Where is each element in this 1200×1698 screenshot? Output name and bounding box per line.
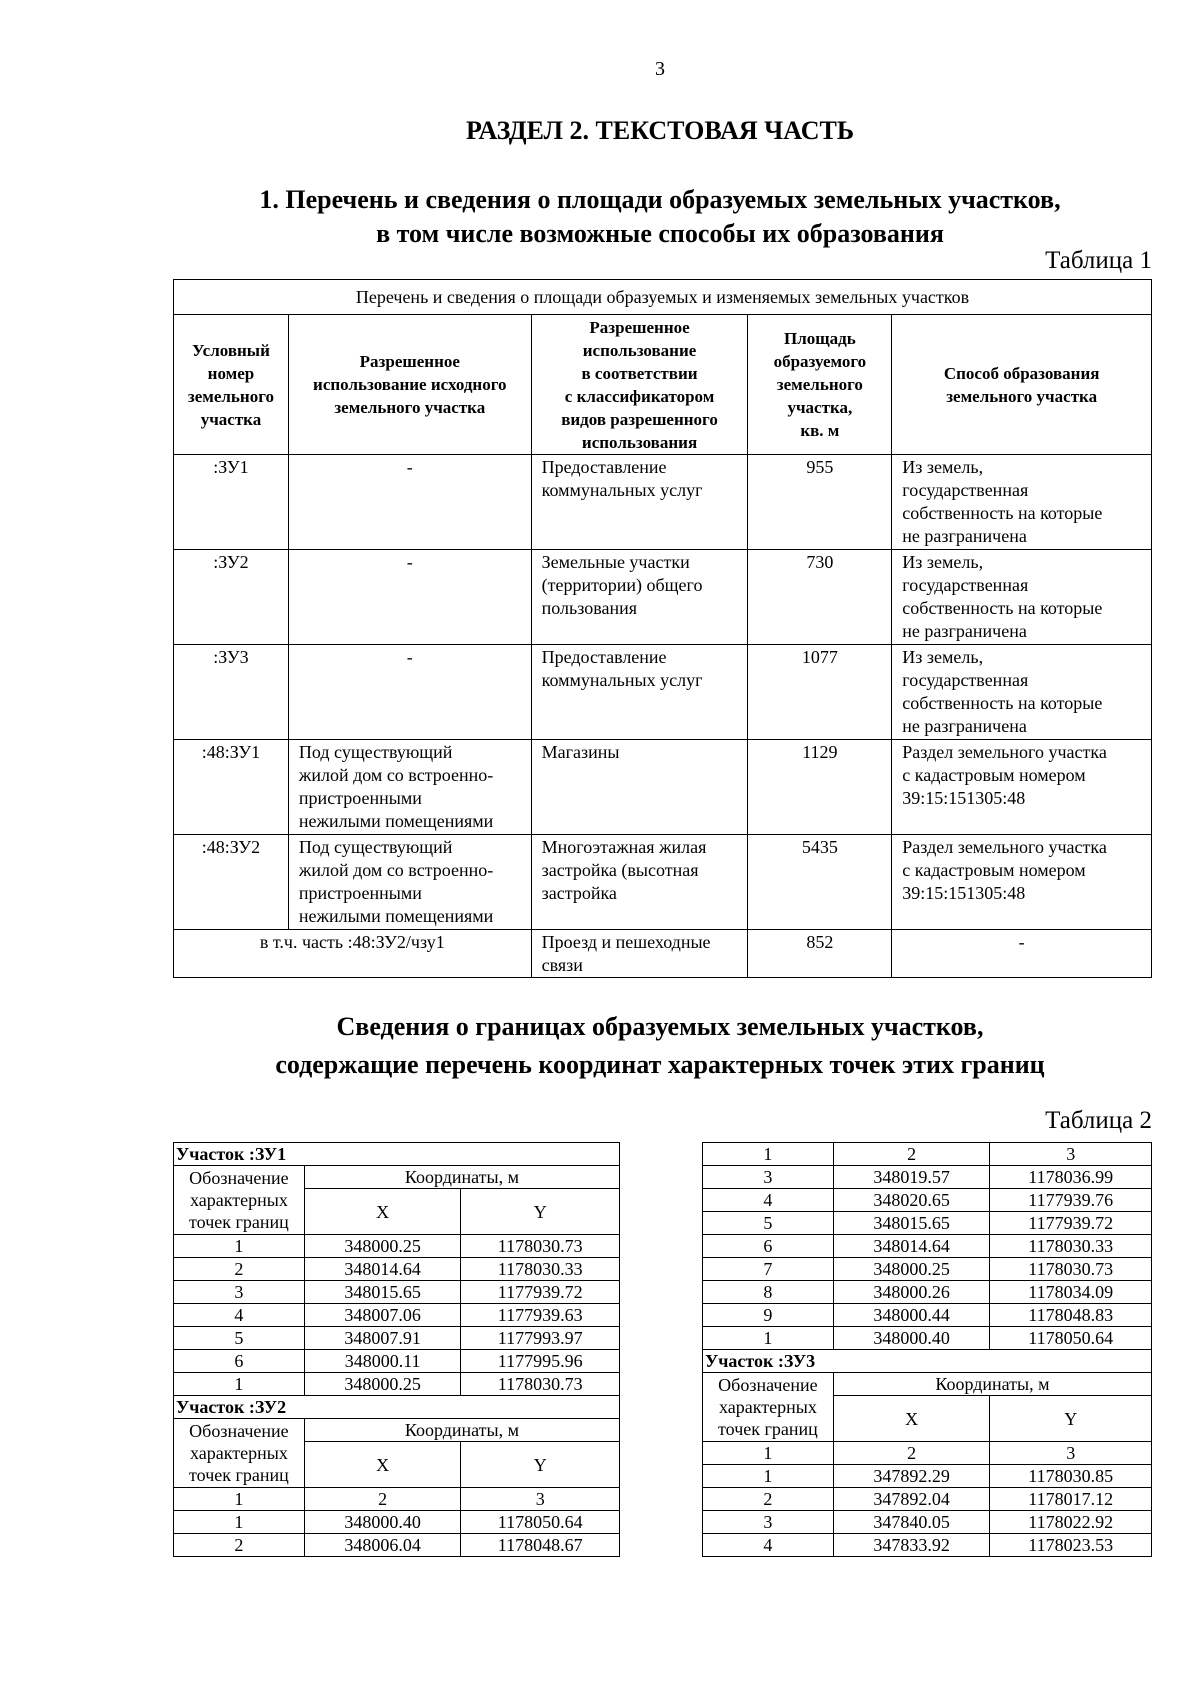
cell-line: Из земель, [902,457,984,477]
cell-original-use [288,455,531,550]
cell-line: собственность на которые [902,598,1103,618]
cell-formation-method [892,550,1152,645]
cell-line: участка, [787,398,853,417]
table-row [174,740,1152,835]
cell-line: Способ образования [943,363,1100,383]
cell-line: жилой дом со встроенно- [298,765,494,785]
cell-line: Предоставление [541,457,667,477]
cell-permitted-use [531,930,748,978]
table-2-caption: Таблица 2 [1045,1107,1152,1134]
y-header: Y [461,1189,620,1235]
table-1-title: Перечень и сведения о площади образуемых и изменяемых земельных участков [174,280,1152,315]
y-coordinate-cell: 1178048.83 [990,1304,1152,1327]
cell-parcel-number: :ЗУ1 [174,455,289,550]
cell-line: не разграничена [902,621,1027,641]
cell-permitted-use [531,835,748,930]
y-coordinate-cell: 1177939.72 [990,1212,1152,1235]
cell-line: не разграничена [902,716,1027,736]
cell-line: Под существующий [298,837,453,857]
cell-line: точек границ [189,1465,289,1485]
cell-line: образуемого [773,352,867,371]
point-number-cell: 4 [703,1534,834,1557]
y-coordinate-cell: 1178050.64 [990,1327,1152,1350]
y-coordinate-cell: 1178030.33 [990,1235,1152,1258]
point-number-cell: 1 [703,1327,834,1350]
parcel-zu1-title: Участок :ЗУ1 [174,1143,620,1166]
cell-parcel-number: :48:ЗУ2 [174,835,289,930]
point-number-cell: 7 [703,1258,834,1281]
coordinates-header: Координаты, м [833,1373,1151,1396]
point-number-cell: 3 [703,1511,834,1534]
subheading-1-line-1: 1. Перечень и сведения о площади образуемых земельных участков, [259,185,1061,214]
cell-line: с кадастровым номером [902,860,1086,880]
cell-permitted-use [531,455,748,550]
cell-original-use [288,835,531,930]
coordinate-row [703,1281,1152,1304]
cell-line: нежилыми помещениями [298,811,494,831]
coordinate-row [174,1511,620,1534]
page-number: 3 [655,58,665,80]
cell-line: земельного [776,375,863,394]
cell-line: земельного участка [946,386,1098,406]
cell-line: собственность на которые [902,693,1103,713]
y-coordinate-cell: 1177995.96 [461,1350,620,1373]
coordinate-row [174,1534,620,1557]
header-formation-method [892,315,1152,455]
x-header: X [833,1396,990,1442]
y-coordinate-cell: 1177993.97 [461,1327,620,1350]
subheading-2-line-2: содержащие перечень координат характерных точек этих границ [275,1050,1045,1079]
index-cell: 2 [304,1488,461,1511]
coordinates-table-left [173,1142,620,1557]
index-cell: 2 [833,1442,990,1465]
cell-line: с классификатором [564,386,715,406]
cell-line: участка [200,409,262,429]
point-number-cell: 4 [703,1189,834,1212]
cell-area: 1077 [748,645,892,740]
point-number-cell: 2 [703,1488,834,1511]
y-coordinate-cell: 1178023.53 [990,1534,1152,1557]
cell-formation-method [892,835,1152,930]
cell-line: характерных [189,1190,288,1210]
cell-line: с кадастровым номером [902,765,1086,785]
point-number-cell: 5 [174,1327,305,1350]
y-coordinate-cell: 1178017.12 [990,1488,1152,1511]
cell-original-use [288,645,531,740]
point-number-cell: 1 [174,1235,305,1258]
coordinate-row [703,1258,1152,1281]
cell-permitted-use [531,645,748,740]
table-1 [173,279,1152,978]
cell-line: точек границ [718,1419,818,1439]
cell-line: застройка [541,883,617,903]
cell-line: характерных [718,1397,817,1417]
point-number-cell: 1 [174,1373,305,1396]
coordinate-row [703,1166,1152,1189]
table-row [174,455,1152,550]
point-number-cell: 9 [703,1304,834,1327]
cell-area: 955 [748,455,892,550]
y-coordinate-cell: 1178030.73 [990,1258,1152,1281]
coordinate-row [174,1350,620,1373]
y-header: Y [461,1442,620,1488]
y-coordinate-cell: 1178034.09 [990,1281,1152,1304]
x-coordinate-cell: 347840.05 [833,1511,990,1534]
cell-area: 5435 [748,835,892,930]
cell-line: в соответствии [581,363,698,383]
point-number-cell: 8 [703,1281,834,1304]
coordinate-row [703,1212,1152,1235]
cell-parcel-number: :48:ЗУ1 [174,740,289,835]
cell-line: пристроенными [298,883,422,903]
cell-area: 730 [748,550,892,645]
cell-formation-method: - [892,930,1152,978]
header-area [748,315,892,455]
y-coordinate-cell: 1177939.76 [990,1189,1152,1212]
y-coordinate-cell: 1178030.85 [990,1465,1152,1488]
header-parcel-number [174,315,289,455]
cell-line: 39:15:151305:48 [902,883,1026,903]
y-coordinate-cell: 1178050.64 [461,1511,620,1534]
cell-line: кв. м [800,421,840,440]
index-row [703,1442,1152,1465]
point-number-cell: 3 [174,1281,305,1304]
cell-line: Многоэтажная жилая [541,837,707,857]
point-number-cell: 3 [703,1166,834,1189]
x-coordinate-cell: 348000.44 [833,1304,990,1327]
cell-area: 852 [748,930,892,978]
y-coordinate-cell: 1178048.67 [461,1534,620,1557]
cell-line: Обозначение [189,1168,289,1188]
cell-line: Проезд и пешеходные [541,932,711,952]
coordinate-row [703,1327,1152,1350]
y-coordinate-cell: 1178036.99 [990,1166,1152,1189]
cell-line: Условный [192,340,270,360]
index-cell: 3 [461,1488,620,1511]
index-cell: 1 [703,1442,834,1465]
x-coordinate-cell: 347833.92 [833,1534,990,1557]
x-coordinate-cell: 348000.25 [304,1373,461,1396]
cell-line: пристроенными [298,788,422,808]
coordinate-row [703,1488,1152,1511]
cell-line: Разрешенное [359,352,460,371]
x-coordinate-cell: 348000.11 [304,1350,461,1373]
point-number-cell: 2 [174,1534,305,1557]
x-header: X [304,1189,461,1235]
coordinates-header: Координаты, м [304,1419,619,1442]
x-coordinate-cell: 348020.65 [833,1189,990,1212]
index-cell: 1 [174,1488,305,1511]
table-row-part [174,930,1152,978]
index-cell: 1 [703,1143,834,1166]
cell-line: Раздел земельного участка [902,837,1107,857]
coordinate-row [174,1304,620,1327]
coordinate-row [174,1258,620,1281]
cell-line: Обозначение [189,1421,289,1441]
cell-line: земельного участка [334,398,486,417]
cell-line: Из земель, [902,552,984,572]
cell-line: не разграничена [902,526,1027,546]
x-coordinate-cell: 348007.06 [304,1304,461,1327]
y-header: Y [990,1396,1152,1442]
cell-original-use [288,740,531,835]
point-number-cell: 5 [703,1212,834,1235]
cell-line: видов разрешенного [561,409,718,429]
x-coordinate-cell: 348000.25 [304,1235,461,1258]
index-row [703,1143,1152,1166]
parcel-zu2-title: Участок :ЗУ2 [174,1396,620,1419]
x-coordinate-cell: 348006.04 [304,1534,461,1557]
cell-line: застройка (высотная [541,860,699,880]
cell-line: Площадь [784,329,856,348]
coordinate-row [174,1281,620,1304]
cell-line: жилой дом со встроенно- [298,860,494,880]
cell-line: (территории) общего [541,575,703,595]
cell-permitted-use [531,550,748,645]
cell-line: коммунальных услуг [541,480,703,500]
cell-line: Из земель, [902,647,984,667]
x-coordinate-cell: 348014.64 [833,1235,990,1258]
index-cell: 2 [833,1143,990,1166]
cell-permitted-use [531,740,748,835]
y-coordinate-cell: 1178030.73 [461,1235,620,1258]
x-coordinate-cell: 347892.04 [833,1488,990,1511]
point-number-cell: 6 [703,1235,834,1258]
subheading-1-line-2: в том числе возможные способы их образования [376,219,944,248]
section-heading: РАЗДЕЛ 2. ТЕКСТОВАЯ ЧАСТЬ [465,116,855,145]
point-designation-header [703,1373,834,1442]
x-header: X [304,1442,461,1488]
cell-formation-method [892,740,1152,835]
cell-line: точек границ [189,1212,289,1232]
cell-line: использование исходного [313,375,507,394]
index-cell: 3 [990,1143,1152,1166]
cell-line: Обозначение [718,1375,818,1395]
coordinate-row [174,1373,620,1396]
cell-line: Раздел земельного участка [902,742,1107,762]
cell-line: - [406,552,413,572]
cell-line: государственная [902,670,1029,690]
index-row [174,1488,620,1511]
table-1-caption: Таблица 1 [1045,247,1152,274]
cell-line: - [406,647,413,667]
y-coordinate-cell: 1177939.63 [461,1304,620,1327]
y-coordinate-cell: 1177939.72 [461,1281,620,1304]
coordinate-row [174,1327,620,1350]
x-coordinate-cell: 348019.57 [833,1166,990,1189]
table-row [174,550,1152,645]
subheading-2 [170,1008,1150,1084]
cell-line: номер [207,363,255,383]
point-number-cell: 4 [174,1304,305,1327]
cell-line: 39:15:151305:48 [902,788,1026,808]
index-cell: 3 [990,1442,1152,1465]
cell-line: Земельные участки [541,552,690,572]
x-coordinate-cell: 347892.29 [833,1465,990,1488]
point-designation-header [174,1166,305,1235]
coordinate-row [703,1235,1152,1258]
table-row [174,835,1152,930]
cell-line: использование [582,340,697,360]
parcel-zu3-title: Участок :ЗУ3 [703,1350,1152,1373]
cell-line: государственная [902,575,1029,595]
point-number-cell: 2 [174,1258,305,1281]
cell-formation-method [892,455,1152,550]
y-coordinate-cell: 1178030.33 [461,1258,620,1281]
subheading-2-line-1: Сведения о границах образуемых земельных участков, [336,1012,984,1041]
cell-line: - [406,457,413,477]
cell-area: 1129 [748,740,892,835]
header-original-use [288,315,531,455]
cell-line: характерных [189,1443,288,1463]
x-coordinate-cell: 348000.26 [833,1281,990,1304]
x-coordinate-cell: 348000.40 [304,1511,461,1534]
cell-parcel-number: :ЗУ2 [174,550,289,645]
cell-original-use [288,550,531,645]
x-coordinate-cell: 348000.25 [833,1258,990,1281]
coordinate-row [703,1304,1152,1327]
coordinate-row [703,1465,1152,1488]
cell-line: связи [541,955,583,975]
coordinate-row [703,1534,1152,1557]
point-designation-header [174,1419,305,1488]
cell-line: Магазины [541,742,620,762]
cell-line: пользования [541,598,638,618]
cell-line: собственность на которые [902,503,1103,523]
cell-line: Под существующий [298,742,453,762]
y-coordinate-cell: 1178030.73 [461,1373,620,1396]
x-coordinate-cell: 348015.65 [304,1281,461,1304]
coordinates-header: Координаты, м [304,1166,619,1189]
cell-line: нежилыми помещениями [298,906,494,926]
point-number-cell: 6 [174,1350,305,1373]
cell-parcel-number: :ЗУ3 [174,645,289,740]
cell-line: использования [581,432,698,452]
point-number-cell: 1 [174,1511,305,1534]
table-row [174,645,1152,740]
cell-part-label: в т.ч. часть :48:ЗУ2/чзу1 [174,930,532,978]
x-coordinate-cell: 348014.64 [304,1258,461,1281]
x-coordinate-cell: 348000.40 [833,1327,990,1350]
x-coordinate-cell: 348015.65 [833,1212,990,1235]
coordinates-table-right [702,1142,1152,1557]
cell-formation-method [892,645,1152,740]
coordinate-row [174,1235,620,1258]
header-permitted-use [531,315,748,455]
coordinate-row [703,1511,1152,1534]
cell-line: государственная [902,480,1029,500]
y-coordinate-cell: 1178022.92 [990,1511,1152,1534]
cell-line: земельного [187,386,275,406]
cell-line: Разрешенное [589,317,690,337]
point-number-cell: 1 [703,1465,834,1488]
coordinate-row [703,1189,1152,1212]
cell-line: коммунальных услуг [541,670,703,690]
x-coordinate-cell: 348007.91 [304,1327,461,1350]
subheading-1 [170,183,1150,251]
cell-line: Предоставление [541,647,667,667]
